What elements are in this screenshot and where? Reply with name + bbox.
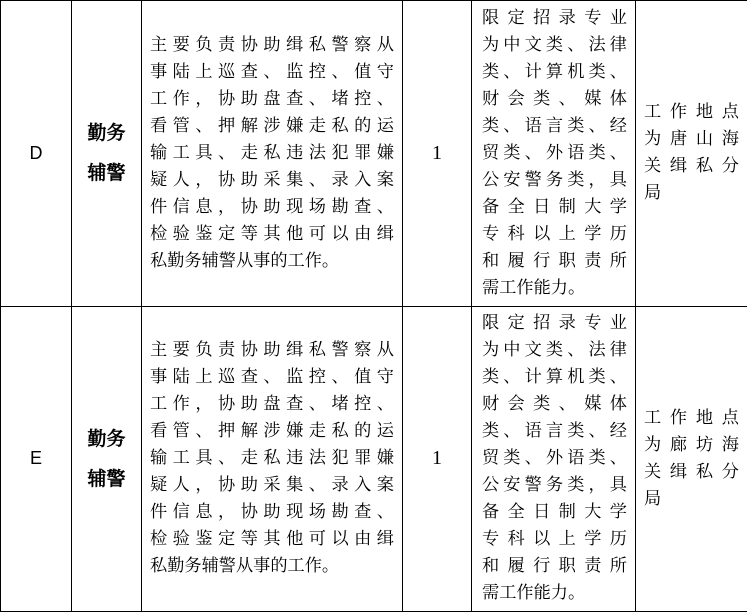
job-duties [142,1,403,307]
position-category [72,306,142,612]
category-line: 辅警 [87,162,126,185]
duties-line: 主要负责协助缉私警察从 [150,340,394,361]
requirements-line: 限定招录专业 [482,313,627,334]
requirements-line: 财会类、媒体 [482,394,627,415]
requirements-line: 需工作能力。 [482,583,586,604]
requirements-line: 和履行职责所 [482,556,627,577]
requirements-line: 贸类、外语类、 [482,448,627,469]
requirements-line: 需工作能力。 [482,277,586,298]
location-line: 为廊坊海 [644,434,739,455]
position-code: D [1,1,72,307]
category-line: 辅警 [87,467,126,490]
requirements-line: 公安警务类，具 [482,169,627,190]
duties-line: 检验鉴定等其他可以由缉 [150,529,394,550]
duties-line: 私勤务辅警从事的工作。 [150,250,340,271]
requirements-line: 为中文类、法律 [482,340,627,361]
work-location [636,306,747,612]
requirements [472,306,636,612]
duties-line: 私勤务辅警从事的工作。 [150,556,340,577]
duties-line: 事陆上巡查、监控、值守 [150,367,394,388]
duties-line: 疑人，协助采集、录入案 [150,475,394,496]
hiring-count: 1 [403,1,472,307]
requirements-line: 类、语言类、经 [482,421,627,442]
work-location [636,1,747,307]
requirements-line: 专科以上学历 [482,223,627,244]
location-line: 关缉私分 [644,156,739,177]
hiring-count: 1 [403,306,472,612]
duties-line: 看管、押解涉嫌走私的运 [150,115,394,136]
location-line: 为唐山海 [644,129,739,150]
location-line: 工作地点 [644,102,739,123]
duties-line: 输工具、走私违法犯罪嫌 [150,448,394,469]
location-line: 关缉私分 [644,461,739,482]
requirements-line: 类、计算机类、 [482,61,627,82]
duties-line: 主要负责协助缉私警察从 [150,34,394,55]
requirements-line: 和履行职责所 [482,250,627,271]
duties-line: 检验鉴定等其他可以由缉 [150,223,394,244]
requirements-line: 限定招录专业 [482,7,627,28]
location-line: 局 [644,488,662,509]
requirements-line: 类、计算机类、 [482,367,627,388]
category-line: 勤务 [87,427,126,450]
duties-line: 工作，协助盘查、堵控、 [150,394,394,415]
duties-line: 输工具、走私违法犯罪嫌 [150,142,394,163]
duties-line: 工作，协助盘查、堵控、 [150,88,394,109]
position-category [72,1,142,307]
requirements-line: 贸类、外语类、 [482,142,627,163]
requirements-line: 公安警务类，具 [482,475,627,496]
requirements [472,1,636,307]
location-line: 工作地点 [644,407,739,428]
requirements-line: 专科以上学历 [482,529,627,550]
job-duties [142,306,403,612]
requirements-line: 备全日制大学 [482,502,627,523]
duties-line: 件信息，协助现场勘查、 [150,196,394,217]
requirements-line: 为中文类、法律 [482,34,627,55]
category-line: 勤务 [87,122,126,145]
location-line: 局 [644,183,662,204]
duties-line: 疑人，协助采集、录入案 [150,169,394,190]
table-row [1,1,747,307]
duties-line: 件信息，协助现场勘查、 [150,502,394,523]
duties-line: 看管、押解涉嫌走私的运 [150,421,394,442]
requirements-line: 财会类、媒体 [482,88,627,109]
table-row [1,306,747,612]
position-code: E [1,306,72,612]
duties-line: 事陆上巡查、监控、值守 [150,61,394,82]
requirements-line: 类、语言类、经 [482,115,627,136]
requirements-line: 备全日制大学 [482,196,627,217]
